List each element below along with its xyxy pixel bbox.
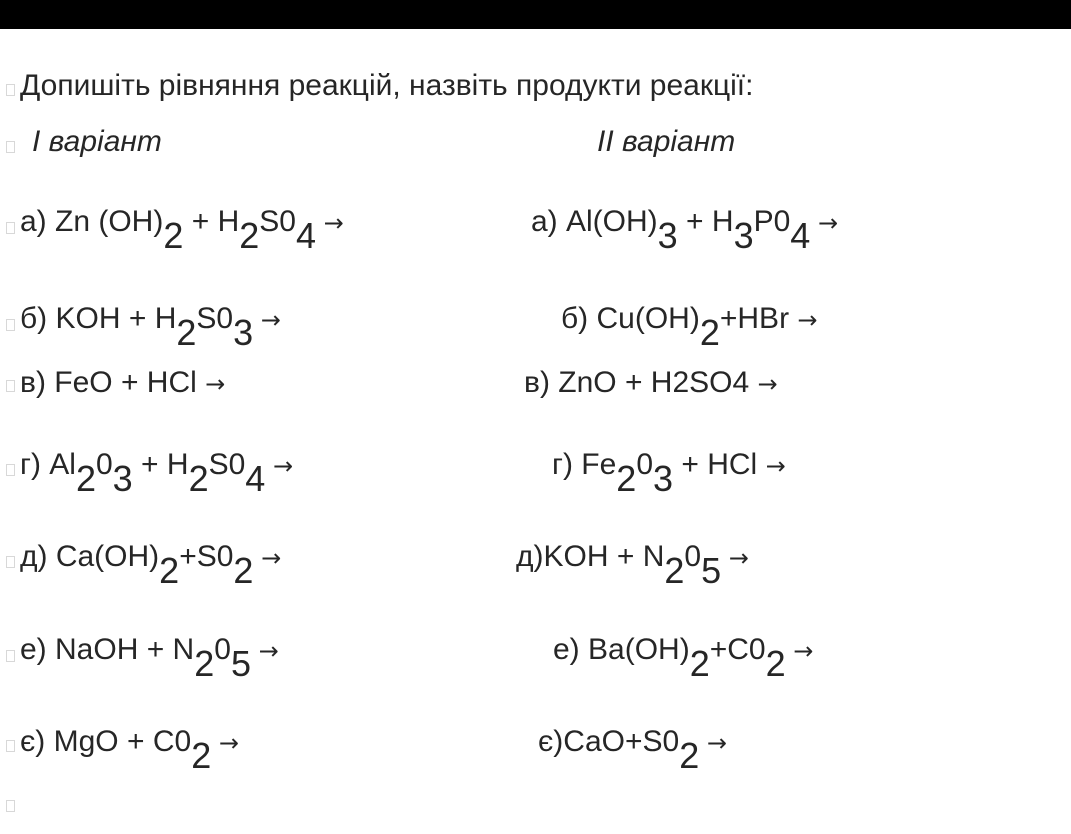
equation-text: +S0 — [179, 540, 234, 573]
equation-text: S0 — [259, 205, 296, 238]
reaction-arrow-icon: → — [699, 729, 727, 757]
variant2-header: II варіант — [597, 125, 736, 158]
subscript: 5 — [701, 550, 722, 591]
subscript: 2 — [191, 735, 212, 776]
equation-text: + H — [183, 205, 240, 238]
equation-variant2-d — [516, 540, 749, 591]
reaction-arrow-icon: → — [211, 729, 239, 757]
bullet-icon — [6, 84, 15, 96]
subscript: 2 — [75, 458, 96, 499]
subscript: 4 — [245, 458, 266, 499]
equation-text: е) NaOH + N — [20, 633, 195, 666]
subscript: 5 — [230, 643, 251, 684]
reaction-arrow-icon: → — [253, 306, 281, 334]
subscript: 3 — [112, 458, 133, 499]
equation-text: б) KOH + H — [20, 302, 177, 335]
reaction-arrow-icon: → — [765, 452, 786, 480]
equation-variant2-v — [524, 368, 778, 398]
subscript: 2 — [689, 643, 710, 684]
bullet-icon — [6, 319, 15, 331]
bullet-icon — [6, 650, 15, 662]
subscript: 2 — [176, 312, 197, 353]
equation-variant2-ye — [538, 725, 727, 776]
equation-variant1-v — [20, 368, 225, 398]
subscript: 3 — [653, 458, 674, 499]
equation-text: 0 — [636, 448, 653, 481]
subscript: 2 — [163, 215, 184, 256]
equation-variant2-b — [561, 302, 818, 353]
equation-text: в) ZnO + H2SO4 — [524, 366, 758, 399]
subscript: 2 — [699, 312, 720, 353]
equation-text: + HCl — [673, 448, 766, 481]
equation-text: г) Fe — [552, 448, 617, 481]
bullet-icon — [6, 464, 15, 476]
equation-text: + H — [677, 205, 734, 238]
reaction-arrow-icon: → — [265, 452, 294, 480]
equation-variant2-g — [552, 448, 786, 499]
equation-text: в) FeO + HCl — [20, 366, 206, 399]
equation-text: а) Zn (OH) — [20, 205, 164, 238]
equation-text: а) Al(OH) — [531, 205, 658, 238]
subscript: 3 — [657, 215, 678, 256]
equation-text: е) Ba(OH) — [553, 633, 690, 666]
equation-text: S0 — [196, 302, 234, 335]
equation-variant2-a — [531, 205, 839, 256]
equation-text: є)CaO+S0 — [538, 725, 680, 758]
subscript: 4 — [295, 215, 316, 256]
equation-variant1-a — [20, 205, 344, 256]
equation-text: S0 — [208, 448, 246, 481]
equation-text: 0 — [684, 540, 702, 573]
reaction-arrow-icon: → — [797, 306, 818, 334]
variant1-header — [32, 127, 162, 157]
equation-text: +HBr — [719, 302, 798, 335]
reaction-arrow-icon: → — [250, 637, 279, 665]
equation-text: +C0 — [709, 633, 766, 666]
equation-variant1-g — [20, 448, 294, 499]
subscript: 3 — [233, 312, 254, 353]
equation-variant2-e — [553, 633, 814, 684]
reaction-arrow-icon: → — [316, 209, 344, 237]
variant1-header-text: I варіант — [32, 125, 162, 158]
equation-variant1-ye — [20, 725, 239, 776]
subscript: 2 — [194, 643, 215, 684]
equation-text: 0 — [95, 448, 113, 481]
bullet-icon — [6, 380, 15, 392]
subscript: 2 — [664, 550, 685, 591]
subscript: 4 — [790, 215, 811, 256]
equation-text: 0 — [214, 633, 231, 666]
page-title: Допишіть рівняння реакцій, назвіть продукти реакції: — [20, 69, 754, 102]
subscript: 2 — [159, 550, 180, 591]
subscript: 3 — [733, 215, 754, 256]
reaction-arrow-icon: → — [253, 544, 282, 572]
subscript: 2 — [679, 735, 700, 776]
equation-variant1-b — [20, 302, 281, 353]
subscript: 2 — [616, 458, 637, 499]
reaction-arrow-icon: → — [205, 370, 226, 398]
subscript: 2 — [233, 550, 254, 591]
equation-text: P0 — [753, 205, 791, 238]
reaction-arrow-icon: → — [757, 370, 778, 398]
equation-variant1-d — [20, 540, 282, 591]
equation-text: + H — [132, 448, 189, 481]
equation-text: є) MgO + C0 — [20, 725, 192, 758]
subscript: 2 — [239, 215, 260, 256]
subscript: 2 — [188, 458, 209, 499]
reaction-arrow-icon: → — [810, 209, 839, 237]
equation-text: д) Ca(OH) — [20, 540, 160, 573]
reaction-arrow-icon: → — [721, 544, 749, 572]
equation-variant1-e — [20, 633, 279, 684]
reaction-arrow-icon: → — [785, 637, 814, 665]
top-bar — [0, 0, 1071, 29]
equation-text: д)KOH + N — [516, 540, 665, 573]
bullet-icon — [6, 141, 15, 153]
bullet-icon — [6, 740, 15, 752]
subscript: 2 — [765, 643, 786, 684]
bullet-icon — [6, 556, 15, 568]
bullet-icon — [6, 800, 15, 812]
equation-text: б) Cu(OH) — [561, 302, 700, 335]
equation-text: г) Al — [20, 448, 76, 481]
bullet-icon — [6, 222, 15, 234]
